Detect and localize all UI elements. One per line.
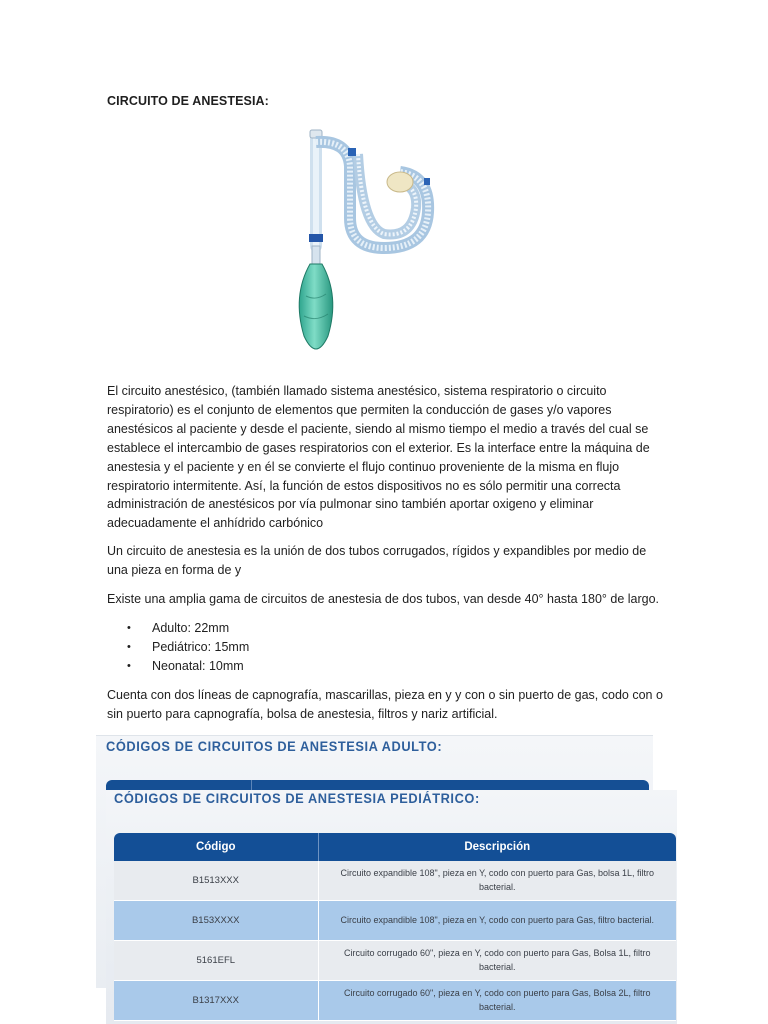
code-cell: B1317XXX <box>114 981 318 1021</box>
bullet-icon: • <box>127 660 131 672</box>
adult-table-heading: CÓDIGOS DE CIRCUITOS DE ANESTESIA ADULTO: <box>106 739 443 754</box>
description-cell: Circuito corrugado 60", pieza en Y, codo con puerto para Gas, Bolsa 2L, filtro bacterial. <box>318 981 676 1021</box>
definition-paragraph: Un circuito de anestesia es la unión de dos tubos corrugados, rígidos y expandibles por medio de una pieza en forma de y <box>107 544 647 577</box>
column-header-code: Código <box>114 833 318 861</box>
size-list <box>107 619 249 676</box>
pediatric-codes-table <box>114 833 676 1021</box>
code-cell: B153XXXX <box>114 901 318 941</box>
bullet-icon: • <box>127 622 131 634</box>
bullet-icon: • <box>127 641 131 653</box>
table-row <box>114 941 676 981</box>
table-row <box>114 861 676 901</box>
intro-paragraph: El circuito anestésico, (también llamado sistema anestésico, sistema respiratorio o circuito respiratorio) es el conjunto de elementos que permiten la conducción de gases y/o vapores anestésicos al paciente y desde el paciente, siendo al mismo tiempo el medio a través del cual se establece el intercambio de gases respiratorios con el exterior. Es la interface entre la máquina de anestesia y el paciente y en él se convierte el flujo continuo proveniente de la misma en flujo respiratorio intermitente. Así, la función de estos dispositivos no es sólo permitir una correcta administración de anestésicos por vía pulmonar sino también aportar oxigeno y eliminar adecuadamente el anhídrido carbónico <box>107 384 650 531</box>
list-item: • Pediátrico: 15mm <box>107 638 249 657</box>
description-cell: Circuito expandible 108", pieza en Y, codo con puerto para Gas, bolsa 1L, filtro bacterial. <box>318 861 676 901</box>
range-paragraph: Existe una amplia gama de circuitos de anestesia de dos tubos, van desde 40° hasta 180° de largo. <box>107 592 660 606</box>
page-title: CIRCUITO DE ANESTESIA: <box>107 94 269 108</box>
description-cell: Circuito expandible 108", pieza en Y, codo con puerto para Gas, filtro bacterial. <box>318 901 676 941</box>
column-header-description: Descripción <box>318 833 676 861</box>
description-cell: Circuito corrugado 60", pieza en Y, codo con puerto para Gas, Bolsa 1L, filtro bacterial. <box>318 941 676 981</box>
pediatric-codes-table-image <box>106 790 677 1024</box>
table-row <box>114 901 676 941</box>
table-row <box>114 981 676 1021</box>
list-item: • Neonatal: 10mm <box>107 657 249 676</box>
anesthesia-circuit-image <box>288 126 448 366</box>
code-cell: 5161EFL <box>114 941 318 981</box>
accessories-paragraph: Cuenta con dos líneas de capnografía, mascarillas, pieza en y y con o sin puerto de gas, codo con o sin puerto para capnografía, bolsa de anestesia, filtros y nariz artificial. <box>107 688 663 721</box>
pediatric-table-heading: CÓDIGOS DE CIRCUITOS DE ANESTESIA PEDIÁTRICO: <box>114 791 480 806</box>
code-cell: B1513XXX <box>114 861 318 901</box>
list-item: • Adulto: 22mm <box>107 619 249 638</box>
